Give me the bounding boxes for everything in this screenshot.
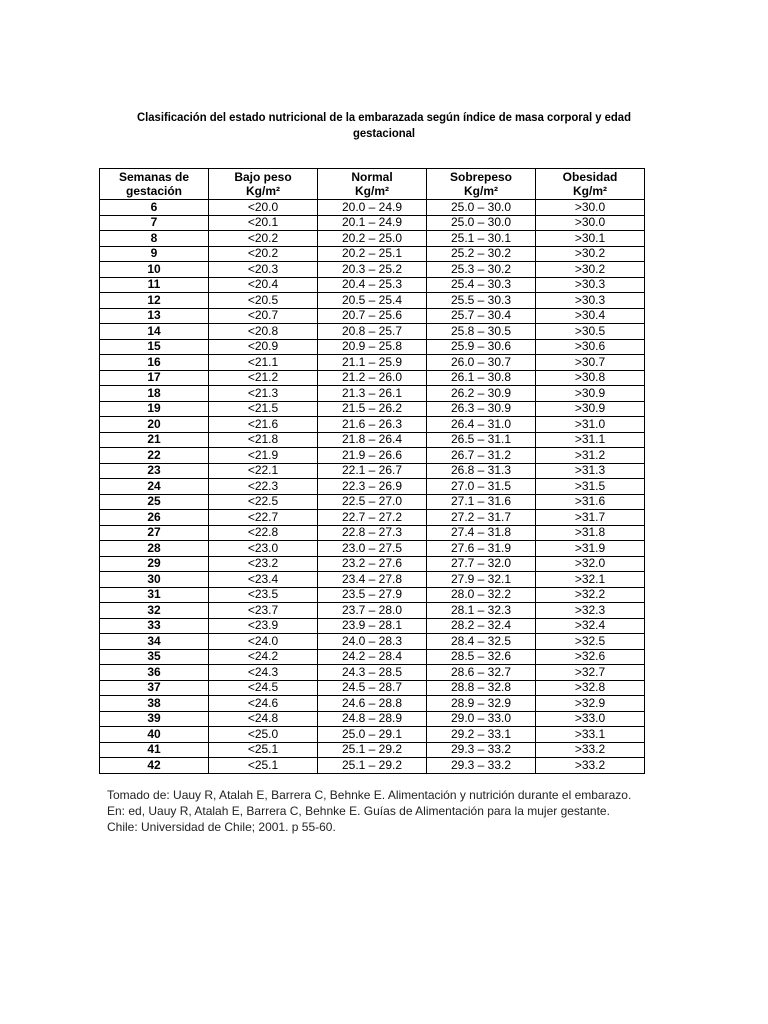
table-row: [100, 246, 645, 262]
week-cell: 40: [100, 727, 209, 743]
obesity-cell: >30.3: [536, 277, 645, 293]
table-row: [100, 494, 645, 510]
underweight-cell: <24.2: [209, 649, 318, 665]
normal-cell: 21.8 – 26.4: [318, 432, 427, 448]
week-cell: 8: [100, 231, 209, 247]
normal-cell: 20.8 – 25.7: [318, 324, 427, 340]
table-row: [100, 727, 645, 743]
obesity-cell: >31.9: [536, 541, 645, 557]
week-cell: 13: [100, 308, 209, 324]
week-cell: 19: [100, 401, 209, 417]
overweight-cell: 25.8 – 30.5: [427, 324, 536, 340]
week-cell: 35: [100, 649, 209, 665]
header-overweight: [427, 169, 536, 200]
obesity-cell: >30.9: [536, 386, 645, 402]
table-row: [100, 401, 645, 417]
underweight-cell: <21.5: [209, 401, 318, 417]
obesity-cell: >32.1: [536, 572, 645, 588]
table-row: [100, 510, 645, 526]
table-row: [100, 231, 645, 247]
normal-cell: 22.5 – 27.0: [318, 494, 427, 510]
obesity-cell: >30.4: [536, 308, 645, 324]
overweight-cell: 25.9 – 30.6: [427, 339, 536, 355]
overweight-cell: 26.3 – 30.9: [427, 401, 536, 417]
header-weeks-line2: gestación: [125, 184, 182, 198]
header-underweight: [209, 169, 318, 200]
obesity-cell: >30.0: [536, 215, 645, 231]
obesity-cell: >31.5: [536, 479, 645, 495]
table-row: [100, 541, 645, 557]
header-weeks: [100, 169, 209, 200]
header-obesity-line1: Obesidad: [562, 170, 618, 184]
overweight-cell: 25.0 – 30.0: [427, 215, 536, 231]
obesity-cell: >31.6: [536, 494, 645, 510]
underweight-cell: <25.1: [209, 742, 318, 758]
normal-cell: 20.2 – 25.1: [318, 246, 427, 262]
week-cell: 26: [100, 510, 209, 526]
overweight-cell: 27.2 – 31.7: [427, 510, 536, 526]
week-cell: 7: [100, 215, 209, 231]
obesity-cell: >31.0: [536, 417, 645, 433]
overweight-cell: 26.7 – 31.2: [427, 448, 536, 464]
week-cell: 37: [100, 680, 209, 696]
week-cell: 41: [100, 742, 209, 758]
document-title: Clasificación del estado nutricional de la embarazada según índice de masa corporal y edad gestacional: [137, 110, 631, 140]
overweight-cell: 25.7 – 30.4: [427, 308, 536, 324]
table-row: [100, 308, 645, 324]
underweight-cell: <24.0: [209, 634, 318, 650]
overweight-cell: 26.4 – 31.0: [427, 417, 536, 433]
header-normal: [318, 169, 427, 200]
underweight-cell: <25.1: [209, 758, 318, 774]
normal-cell: 24.3 – 28.5: [318, 665, 427, 681]
week-cell: 9: [100, 246, 209, 262]
week-cell: 15: [100, 339, 209, 355]
normal-cell: 24.6 – 28.8: [318, 696, 427, 712]
overweight-cell: 28.6 – 32.7: [427, 665, 536, 681]
bmi-classification-table: [99, 168, 645, 774]
table-row: [100, 324, 645, 340]
obesity-cell: >30.6: [536, 339, 645, 355]
underweight-cell: <24.8: [209, 711, 318, 727]
overweight-cell: 27.9 – 32.1: [427, 572, 536, 588]
table-row: [100, 618, 645, 634]
header-normal-line2: Kg/m²: [355, 184, 389, 198]
obesity-cell: >32.5: [536, 634, 645, 650]
week-cell: 39: [100, 711, 209, 727]
normal-cell: 25.0 – 29.1: [318, 727, 427, 743]
obesity-cell: >32.3: [536, 603, 645, 619]
normal-cell: 25.1 – 29.2: [318, 742, 427, 758]
normal-cell: 24.5 – 28.7: [318, 680, 427, 696]
header-overweight-line1: Sobrepeso: [449, 170, 512, 184]
table-row: [100, 696, 645, 712]
obesity-cell: >30.5: [536, 324, 645, 340]
underweight-cell: <22.5: [209, 494, 318, 510]
week-cell: 27: [100, 525, 209, 541]
overweight-cell: 26.0 – 30.7: [427, 355, 536, 371]
table-row: [100, 448, 645, 464]
obesity-cell: >30.0: [536, 200, 645, 216]
table-row: [100, 711, 645, 727]
underweight-cell: <25.0: [209, 727, 318, 743]
normal-cell: 20.0 – 24.9: [318, 200, 427, 216]
normal-cell: 22.8 – 27.3: [318, 525, 427, 541]
obesity-cell: >31.2: [536, 448, 645, 464]
obesity-cell: >31.8: [536, 525, 645, 541]
underweight-cell: <20.2: [209, 231, 318, 247]
obesity-cell: >31.7: [536, 510, 645, 526]
normal-cell: 24.0 – 28.3: [318, 634, 427, 650]
week-cell: 34: [100, 634, 209, 650]
normal-cell: 21.2 – 26.0: [318, 370, 427, 386]
week-cell: 14: [100, 324, 209, 340]
header-weeks-line1: Semanas de: [118, 170, 190, 184]
normal-cell: 20.3 – 25.2: [318, 262, 427, 278]
table-row: [100, 417, 645, 433]
week-cell: 42: [100, 758, 209, 774]
normal-cell: 21.6 – 26.3: [318, 417, 427, 433]
obesity-cell: >33.0: [536, 711, 645, 727]
table-body: [100, 200, 645, 774]
normal-cell: 20.1 – 24.9: [318, 215, 427, 231]
week-cell: 12: [100, 293, 209, 309]
obesity-cell: >30.2: [536, 262, 645, 278]
underweight-cell: <24.6: [209, 696, 318, 712]
overweight-cell: 27.7 – 32.0: [427, 556, 536, 572]
week-cell: 16: [100, 355, 209, 371]
overweight-cell: 29.2 – 33.1: [427, 727, 536, 743]
table-row: [100, 634, 645, 650]
overweight-cell: 27.0 – 31.5: [427, 479, 536, 495]
overweight-cell: 29.3 – 33.2: [427, 758, 536, 774]
obesity-cell: >31.3: [536, 463, 645, 479]
underweight-cell: <20.2: [209, 246, 318, 262]
underweight-cell: <21.6: [209, 417, 318, 433]
underweight-cell: <20.4: [209, 277, 318, 293]
obesity-cell: >32.9: [536, 696, 645, 712]
underweight-cell: <23.2: [209, 556, 318, 572]
table-row: [100, 215, 645, 231]
obesity-cell: >30.2: [536, 246, 645, 262]
overweight-cell: 25.0 – 30.0: [427, 200, 536, 216]
normal-cell: 25.1 – 29.2: [318, 758, 427, 774]
normal-cell: 20.4 – 25.3: [318, 277, 427, 293]
normal-cell: 23.0 – 27.5: [318, 541, 427, 557]
underweight-cell: <24.3: [209, 665, 318, 681]
overweight-cell: 28.2 – 32.4: [427, 618, 536, 634]
normal-cell: 22.1 – 26.7: [318, 463, 427, 479]
table-row: [100, 432, 645, 448]
week-cell: 25: [100, 494, 209, 510]
week-cell: 33: [100, 618, 209, 634]
obesity-cell: >33.1: [536, 727, 645, 743]
overweight-cell: 25.2 – 30.2: [427, 246, 536, 262]
obesity-cell: >32.2: [536, 587, 645, 603]
normal-cell: 21.5 – 26.2: [318, 401, 427, 417]
underweight-cell: <23.0: [209, 541, 318, 557]
obesity-cell: >32.4: [536, 618, 645, 634]
normal-cell: 21.3 – 26.1: [318, 386, 427, 402]
week-cell: 11: [100, 277, 209, 293]
table-row: [100, 262, 645, 278]
week-cell: 24: [100, 479, 209, 495]
week-cell: 29: [100, 556, 209, 572]
table-row: [100, 680, 645, 696]
week-cell: 18: [100, 386, 209, 402]
underweight-cell: <21.2: [209, 370, 318, 386]
overweight-cell: 29.0 – 33.0: [427, 711, 536, 727]
header-normal-line1: Normal: [351, 170, 393, 184]
overweight-cell: 28.0 – 32.2: [427, 587, 536, 603]
obesity-cell: >33.2: [536, 742, 645, 758]
normal-cell: 20.9 – 25.8: [318, 339, 427, 355]
underweight-cell: <20.9: [209, 339, 318, 355]
table-row: [100, 742, 645, 758]
overweight-cell: 25.5 – 30.3: [427, 293, 536, 309]
table-row: [100, 355, 645, 371]
underweight-cell: <23.9: [209, 618, 318, 634]
overweight-cell: 27.4 – 31.8: [427, 525, 536, 541]
week-cell: 21: [100, 432, 209, 448]
week-cell: 10: [100, 262, 209, 278]
week-cell: 22: [100, 448, 209, 464]
table-row: [100, 293, 645, 309]
underweight-cell: <24.5: [209, 680, 318, 696]
obesity-cell: >30.7: [536, 355, 645, 371]
obesity-cell: >32.6: [536, 649, 645, 665]
underweight-cell: <21.9: [209, 448, 318, 464]
header-underweight-line1: Bajo peso: [234, 170, 292, 184]
obesity-cell: >31.1: [536, 432, 645, 448]
table-row: [100, 386, 645, 402]
header-overweight-line2: Kg/m²: [464, 184, 498, 198]
overweight-cell: 28.9 – 32.9: [427, 696, 536, 712]
week-cell: 32: [100, 603, 209, 619]
obesity-cell: >32.8: [536, 680, 645, 696]
source-line-1: Tomado de: Uauy R, Atalah E, Barrera C, Behnke E. Alimentación y nutrición durante el embarazo.: [107, 788, 632, 802]
underweight-cell: <20.8: [209, 324, 318, 340]
table-row: [100, 572, 645, 588]
underweight-cell: <22.8: [209, 525, 318, 541]
underweight-cell: <23.5: [209, 587, 318, 603]
underweight-cell: <20.5: [209, 293, 318, 309]
table-row: [100, 665, 645, 681]
overweight-cell: 28.5 – 32.6: [427, 649, 536, 665]
obesity-cell: >30.8: [536, 370, 645, 386]
week-cell: 30: [100, 572, 209, 588]
overweight-cell: 25.1 – 30.1: [427, 231, 536, 247]
underweight-cell: <23.7: [209, 603, 318, 619]
normal-cell: 20.2 – 25.0: [318, 231, 427, 247]
overweight-cell: 26.2 – 30.9: [427, 386, 536, 402]
obesity-cell: >32.7: [536, 665, 645, 681]
underweight-cell: <20.1: [209, 215, 318, 231]
table-row: [100, 479, 645, 495]
normal-cell: 24.8 – 28.9: [318, 711, 427, 727]
week-cell: 20: [100, 417, 209, 433]
source-citation: [107, 787, 667, 835]
normal-cell: 23.5 – 27.9: [318, 587, 427, 603]
obesity-cell: >30.3: [536, 293, 645, 309]
overweight-cell: 28.1 – 32.3: [427, 603, 536, 619]
table-row: [100, 200, 645, 216]
week-cell: 28: [100, 541, 209, 557]
header-underweight-line2: Kg/m²: [246, 184, 280, 198]
table-row: [100, 758, 645, 774]
normal-cell: 21.1 – 25.9: [318, 355, 427, 371]
overweight-cell: 26.8 – 31.3: [427, 463, 536, 479]
table-header-row: [100, 169, 645, 200]
overweight-cell: 26.5 – 31.1: [427, 432, 536, 448]
table-row: [100, 556, 645, 572]
table-row: [100, 339, 645, 355]
source-line-3: Chile: Universidad de Chile; 2001. p 55-60.: [107, 820, 336, 834]
obesity-cell: >32.0: [536, 556, 645, 572]
source-line-2: En: ed, Uauy R, Atalah E, Barrera C, Behnke E. Guías de Alimentación para la mujer gestante.: [107, 804, 610, 818]
underweight-cell: <23.4: [209, 572, 318, 588]
underweight-cell: <20.3: [209, 262, 318, 278]
underweight-cell: <22.1: [209, 463, 318, 479]
overweight-cell: 27.1 – 31.6: [427, 494, 536, 510]
normal-cell: 20.7 – 25.6: [318, 308, 427, 324]
normal-cell: 22.7 – 27.2: [318, 510, 427, 526]
table-row: [100, 649, 645, 665]
underweight-cell: <21.1: [209, 355, 318, 371]
normal-cell: 21.9 – 26.6: [318, 448, 427, 464]
overweight-cell: 26.1 – 30.8: [427, 370, 536, 386]
week-cell: 17: [100, 370, 209, 386]
week-cell: 31: [100, 587, 209, 603]
normal-cell: 23.2 – 27.6: [318, 556, 427, 572]
underweight-cell: <22.3: [209, 479, 318, 495]
underweight-cell: <21.3: [209, 386, 318, 402]
overweight-cell: 27.6 – 31.9: [427, 541, 536, 557]
underweight-cell: <20.7: [209, 308, 318, 324]
table-row: [100, 277, 645, 293]
week-cell: 6: [100, 200, 209, 216]
week-cell: 36: [100, 665, 209, 681]
week-cell: 23: [100, 463, 209, 479]
header-obesity-line2: Kg/m²: [573, 184, 607, 198]
table-row: [100, 587, 645, 603]
overweight-cell: 29.3 – 33.2: [427, 742, 536, 758]
overweight-cell: 25.4 – 30.3: [427, 277, 536, 293]
normal-cell: 22.3 – 26.9: [318, 479, 427, 495]
obesity-cell: >30.1: [536, 231, 645, 247]
table-row: [100, 463, 645, 479]
underweight-cell: <22.7: [209, 510, 318, 526]
table-row: [100, 603, 645, 619]
underweight-cell: <21.8: [209, 432, 318, 448]
header-obesity: [536, 169, 645, 200]
obesity-cell: >33.2: [536, 758, 645, 774]
overweight-cell: 28.8 – 32.8: [427, 680, 536, 696]
table-row: [100, 525, 645, 541]
table-row: [100, 370, 645, 386]
normal-cell: 23.4 – 27.8: [318, 572, 427, 588]
obesity-cell: >30.9: [536, 401, 645, 417]
normal-cell: 23.7 – 28.0: [318, 603, 427, 619]
normal-cell: 23.9 – 28.1: [318, 618, 427, 634]
underweight-cell: <20.0: [209, 200, 318, 216]
normal-cell: 20.5 – 25.4: [318, 293, 427, 309]
normal-cell: 24.2 – 28.4: [318, 649, 427, 665]
overweight-cell: 28.4 – 32.5: [427, 634, 536, 650]
week-cell: 38: [100, 696, 209, 712]
overweight-cell: 25.3 – 30.2: [427, 262, 536, 278]
